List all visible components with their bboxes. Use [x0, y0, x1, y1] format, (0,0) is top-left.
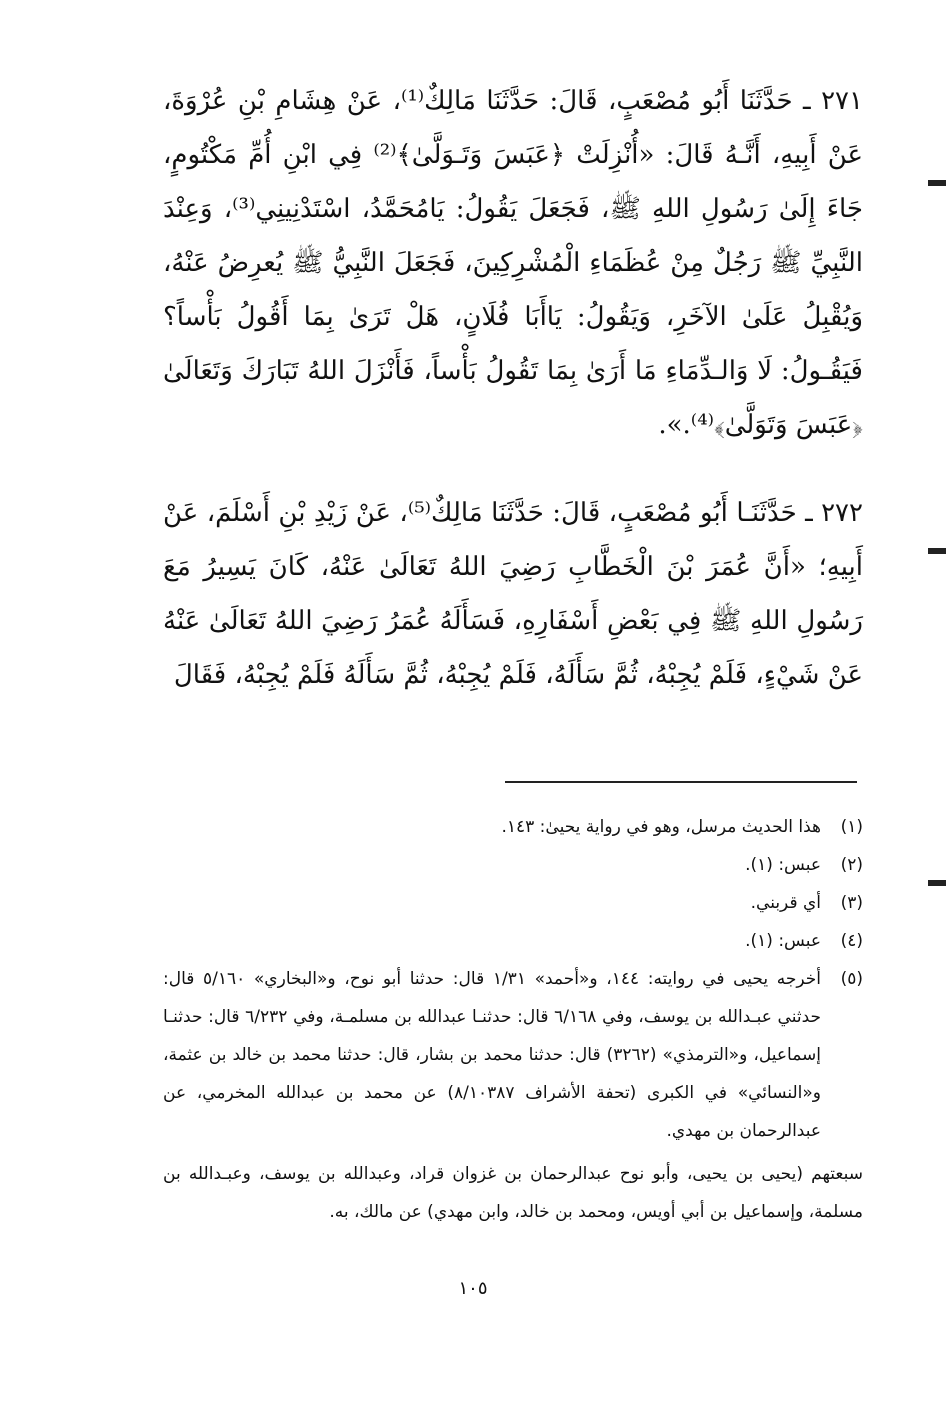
footnote-text: عبس: (١).	[745, 931, 821, 951]
footnote-2	[163, 846, 863, 884]
footnote-5	[163, 960, 863, 1150]
footnote-text: عبس: (١).	[745, 855, 821, 875]
footnote-text: هذا الحديث مرسل، وهو في رواية يحيىٰ: ١٤٣.	[501, 817, 821, 837]
footnote-text: أي قربني.	[750, 893, 821, 913]
footnote-number: (٥)	[840, 969, 863, 989]
hadith-271-text: ٢٧١ ـ حَدَّثَنَا أَبُو مُصْعَبٍ، قَالَ: حَدَّثَنَا مَالِكٌ⁽¹⁾، عَنْ هِشَامِ بْنِ عُرْوَةَ، عَنْ أَبِيهِ، أَنَّـهُ قَالَ: «أُنْزِلَتْ ﴿عَبَسَ وَتَـوَلَّىٰ﴾⁽²⁾ فِي ابْنِ أُمِّ مَكْتُومٍ، جَاءَ إِلَىٰ رَسُولِ اللهِ ﷺ، فَجَعَلَ يَقُولُ: يَامُحَمَّدُ، اسْتَدْنِينِي⁽³⁾، وَعِنْدَ النَّبِيِّ ﷺ رَجُلٌ مِنْ عُظَمَاءِ الْمُشْرِكِينَ، فَجَعَلَ النَّبِيُّ ﷺ يُعرِضُ عَنْهُ، وَيُقْبِلُ عَلَىٰ الآخَرِ، وَيَقُولُ: يَاأَبَا فُلَانٍ، هَلْ تَرَىٰ بِمَا أَقُولُ بَأْساً؟ فَيَقُـولُ: لَا وَالـدِّمَاءِ مَا أَرَىٰ بِمَا تَقُولُ بَأْساً، فَأَنْزَلَ اللهُ تَبَارَكَ وَتَعَالَىٰ ﴿عَبَسَ وَتَوَلَّىٰ﴾⁽⁴⁾.».	[163, 86, 864, 440]
margin-mark	[928, 548, 946, 554]
page-number: ١٠٥	[458, 1278, 488, 1299]
footnote-3	[163, 884, 863, 922]
footnote-number: (٢)	[840, 855, 863, 875]
footnote-number: (١)	[840, 817, 863, 837]
footnote-4	[163, 922, 863, 960]
footnote-number: (٤)	[840, 931, 863, 951]
hadith-272-text: ٢٧٢ ـ حَدَّثَنَـا أَبُو مُصْعَبٍ، قَالَ: حَدَّثَنَا مَالِكٌ⁽⁵⁾، عَنْ زَيْدِ بْنِ أَسْلَمَ، عَنْ أَبِيهِ؛ «أَنَّ عُمَرَ بْنَ الْخَطَّابِ رَضِيَ اللهُ تَعَالَىٰ عَنْهُ، كَانَ يَسِيرُ مَعَ رَسُولِ اللهِ ﷺ فِي بَعْضِ أَسْفَارِهِ، فَسَأَلَهُ عُمَرُ رَضِيَ اللهُ تَعَالَىٰ عَنْهُ عَنْ شَيْءٍ، فَلَمْ يُجِبْهُ، ثُمَّ سَأَلَهُ، فَلَمْ يُجِبْهُ، ثُمَّ سَأَلَهُ فَلَمْ يُجِبْهُ، فَقَالَ	[163, 498, 863, 690]
footnote-separator	[505, 781, 857, 783]
margin-mark	[928, 180, 946, 186]
footnotes	[163, 808, 863, 1150]
footnote-text: أخرجه يحيى في روايته: ١٤٤، و«أحمد» ١/٣١ قال: حدثنا أبو نوح، و«البخاري» ٥/١٦٠ قال: حدثني عبـدالله بن يوسف، وفي ٦/١٦٨ قال: حدثنـا عبدالله بن مسلمـة، وفي ٦/٢٣٢ قال: حدثنـا إسماعيل، و«الترمذي» (٣٢٦٢) قال: حدثنا محمد بن بشار، قال: حدثنا محمد بن خالد بن عثمة، و«النسائي» في الكبرى (تحفة الأشراف ٨/١٠٣٨٧) عن محمد بن عبدالله المخرمي، عن عبدالرحمان بن مهدي.	[163, 969, 822, 1141]
hadith-271	[163, 74, 863, 452]
hadith-272	[163, 486, 863, 702]
footnote-number: (٣)	[840, 893, 863, 913]
footnote-1	[163, 808, 863, 846]
margin-mark	[928, 880, 946, 886]
footnote-continuation: سبعتهم (يحيى بن يحيى، وأبو نوح عبدالرحمان بن غزوان قراد، وعبدالله بن يوسف، وعبـدالله بن مسلمة، وإسماعيل بن أبي أويس، ومحمد بن خالد، وابن مهدي) عن مالك، به.	[163, 1164, 863, 1222]
